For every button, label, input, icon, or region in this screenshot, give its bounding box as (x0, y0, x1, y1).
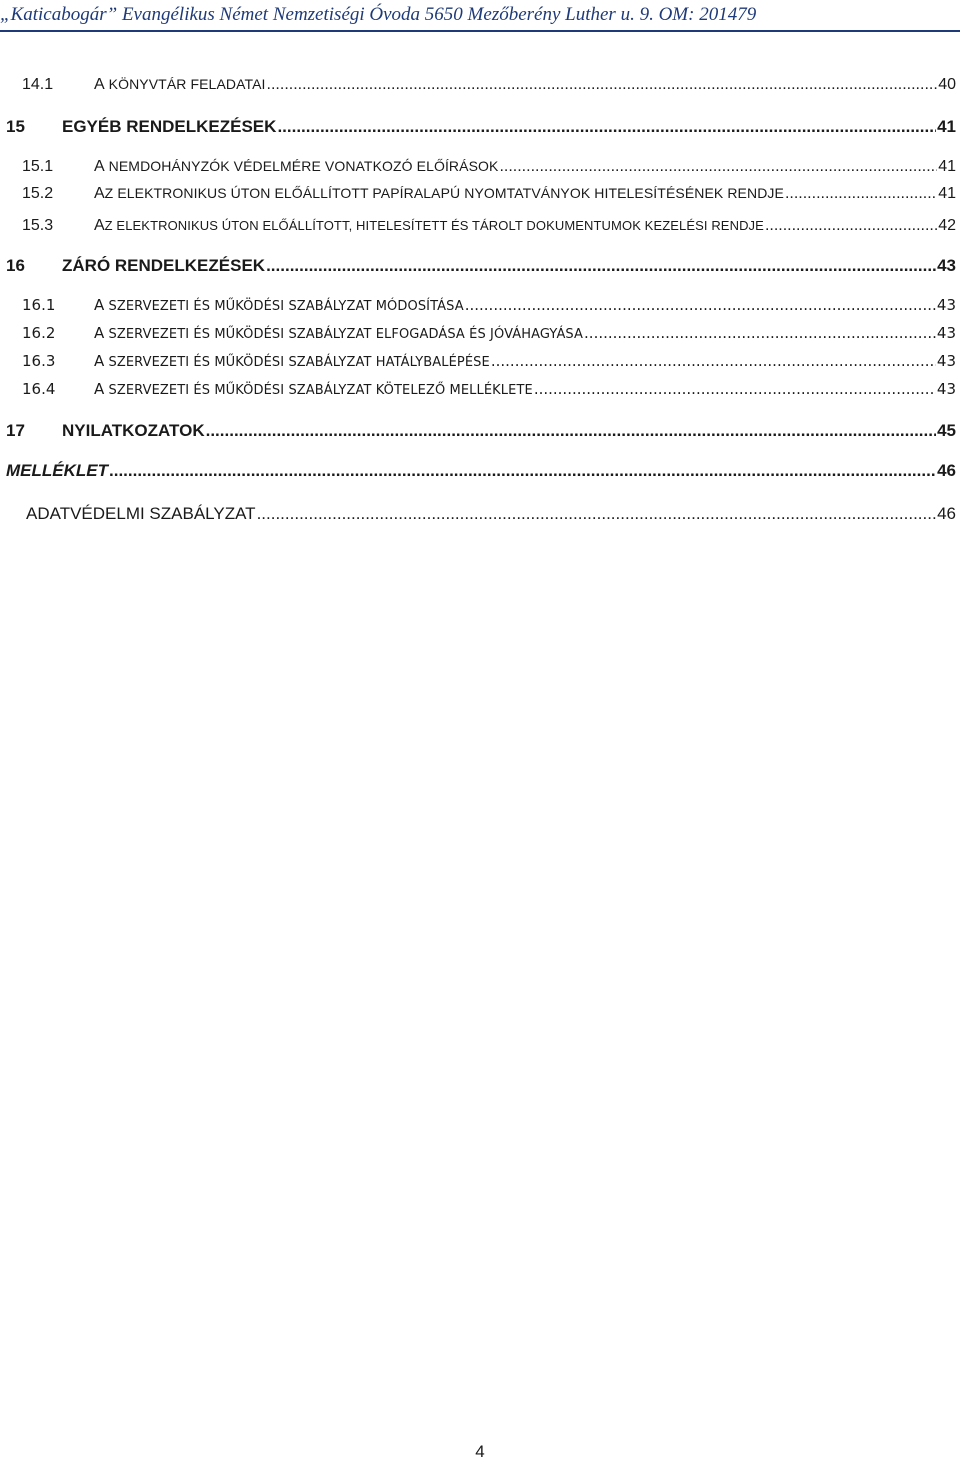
toc-number: 16 (6, 256, 25, 275)
toc-title-initial: A (94, 352, 105, 370)
dot-leader (109, 461, 936, 481)
toc-page: 41 (937, 117, 956, 136)
dot-leader (267, 76, 938, 94)
toc-page: 43 (936, 296, 956, 314)
toc-page: 41 (938, 185, 956, 202)
toc-number: 16.3 (22, 352, 56, 370)
toc-page: 43 (936, 324, 956, 342)
toc-title-initial: A (94, 217, 105, 234)
toc-title: SZERVEZETI ÉS MŰKÖDÉSI SZABÁLYZAT KÖTELEZŐ MELLÉKLETE (104, 383, 533, 398)
toc-title-initial: A (94, 185, 105, 202)
toc-title: ADATVÉDELMI SZABÁLYZAT (26, 504, 256, 523)
dot-leader (785, 185, 937, 203)
toc-title: Z ELEKTRONIKUS ÚTON ELŐÁLLÍTOTT PAPÍRALAPÚ NYOMTATVÁNYOK HITELESÍTÉSÉNEK RENDJE (104, 185, 784, 201)
toc-title: Z ELEKTRONIKUS ÚTON ELŐÁLLÍTOTT, HITELESÍTETT ÉS TÁROLT DOKUMENTUMOK KEZELÉSI RENDJE (104, 218, 764, 233)
toc-number: 15.2 (22, 185, 54, 202)
toc-number: 17 (6, 421, 25, 440)
toc-title-initial: A (94, 380, 105, 398)
dot-leader (206, 421, 936, 441)
toc-title-initial: A (94, 296, 105, 314)
dot-leader (277, 117, 936, 137)
toc-title: MELLÉKLET (6, 461, 108, 480)
dot-leader (765, 217, 937, 235)
toc-number: 16.4 (22, 380, 56, 398)
dot-leader (465, 296, 936, 314)
toc-number: 16.2 (22, 324, 56, 342)
header-rule (0, 30, 960, 32)
toc-number: 15.3 (22, 217, 54, 234)
toc-title: SZERVEZETI ÉS MŰKÖDÉSI SZABÁLYZAT MÓDOSÍTÁSA (104, 299, 464, 314)
toc-title: ZÁRÓ RENDELKEZÉSEK (62, 256, 266, 275)
toc-number: 14.1 (22, 76, 54, 93)
toc-title-initial: A (94, 158, 105, 175)
toc-number: 15.1 (22, 158, 54, 175)
toc-title: EGYÉB RENDELKEZÉSEK (62, 117, 277, 136)
toc-title: NYILATKOZATOK (62, 421, 205, 440)
dot-leader (266, 256, 936, 276)
dot-leader (257, 504, 937, 524)
dot-leader (491, 352, 936, 370)
dot-leader (534, 380, 936, 398)
toc-page: 46 (937, 461, 956, 480)
toc-title: SZERVEZETI ÉS MŰKÖDÉSI SZABÁLYZAT ELFOGADÁSA ÉS JÓVÁHAGYÁSA (104, 327, 584, 342)
toc-number: 16.1 (22, 296, 56, 314)
toc-page: 40 (938, 76, 956, 93)
toc-title: SZERVEZETI ÉS MŰKÖDÉSI SZABÁLYZAT HATÁLYBALÉPÉSE (104, 355, 490, 370)
page-header: „Katicabogár” Evangélikus Német Nemzetiségi Óvoda 5650 Mezőberény Luther u. 9. OM: 201479 (0, 4, 757, 25)
toc-number: 15 (6, 117, 25, 136)
toc-page: 43 (936, 352, 956, 370)
toc-title-initial: A (94, 324, 105, 342)
toc-title-initial: A (94, 76, 105, 93)
toc-title: KÖNYVTÁR FELADATAI (104, 76, 266, 92)
page-number: 4 (475, 1442, 485, 1461)
toc-page: 43 (937, 256, 956, 275)
dot-leader (584, 324, 936, 342)
dot-leader (499, 158, 937, 176)
toc-page: 41 (938, 158, 956, 175)
toc-page: 45 (937, 421, 956, 440)
toc-title: NEMDOHÁNYZÓK VÉDELMÉRE VONATKOZÓ ELŐÍRÁSOK (104, 158, 499, 174)
toc-page: 42 (938, 217, 956, 234)
toc-page: 43 (936, 380, 956, 398)
toc-page: 46 (937, 504, 956, 523)
